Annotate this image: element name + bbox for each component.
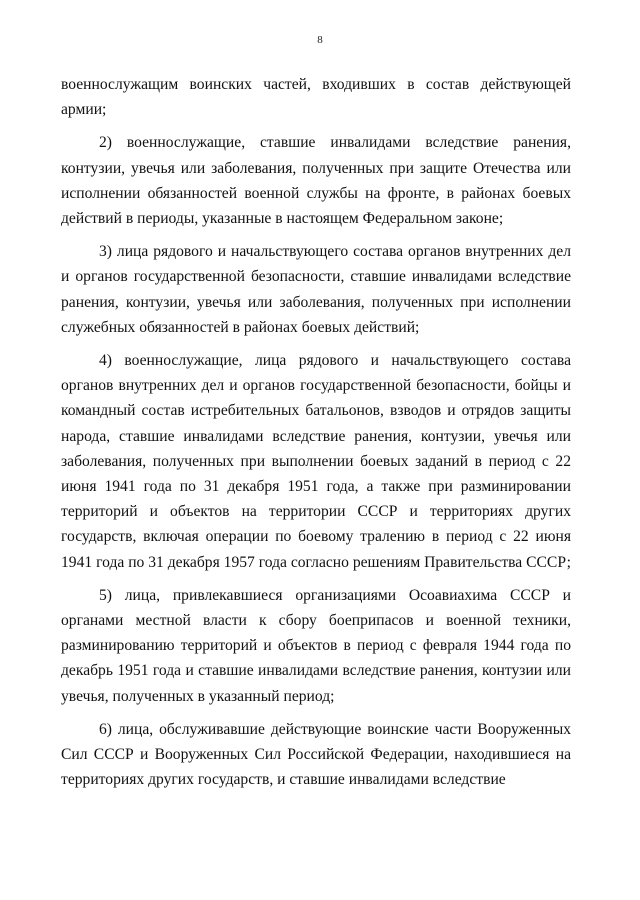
paragraph-continuation: военнослужащим воинских частей, входивших в состав действующей армии; xyxy=(61,76,571,119)
paragraph-item-6: 6) лица, обслуживавшие действующие воинские части Вооруженных Сил СССР и Вооруженных Сил Российской Федерации, находившиеся на территориях других государств, и ставшие инвалидами вследствие xyxy=(61,720,571,789)
paragraph-item-2: 2) военнослужащие, ставшие инвалидами вследствие ранения, контузии, увечья или заболевания, полученных при защите Отечества или исполнении обязанностей военной службы на фронте, в районах боевых действий в периоды, указанные в настоящем Федеральном законе; xyxy=(61,134,571,228)
paragraph-item-4: 4) военнослужащие, лица рядового и начальствующего состава органов внутренних дел и органов государственной безопасности, бойцы и командный состав истребительных батальонов, взводов и отрядов защиты народа, ставшие инвалидами вследствие ранения, контузии, увечья или заболевания, полученных при выполнении боевых заданий в период с 22 июня 1941 года по 31 декабря 1951 года, а также при разминировании территорий и объектов на территории СССР и территориях других государств, включая операции по боевому тралению в период с 22 июня 1941 года по 31 декабря 1957 года согласно решениям Правительства СССР; xyxy=(61,352,571,571)
body-text xyxy=(61,72,571,800)
paragraph-item-5: 5) лица, привлекавшиеся организациями Осоавиахима СССР и органами местной власти к сбору боеприпасов и военной техники, разминированию территорий и объектов в период с февраля 1944 года по декабрь 1951 года и ставшие инвалидами вследствие ранения, контузии или увечья, полученных в указанный период; xyxy=(61,586,571,705)
page-number: 8 xyxy=(317,34,323,46)
paragraph-item-3: 3) лица рядового и начальствующего состава органов внутренних дел и органов государственной безопасности, ставшие инвалидами вследствие ранения, контузии, увечья или заболевания, полученных при исполнении служебных обязанностей в районах боевых действий; xyxy=(61,243,571,336)
